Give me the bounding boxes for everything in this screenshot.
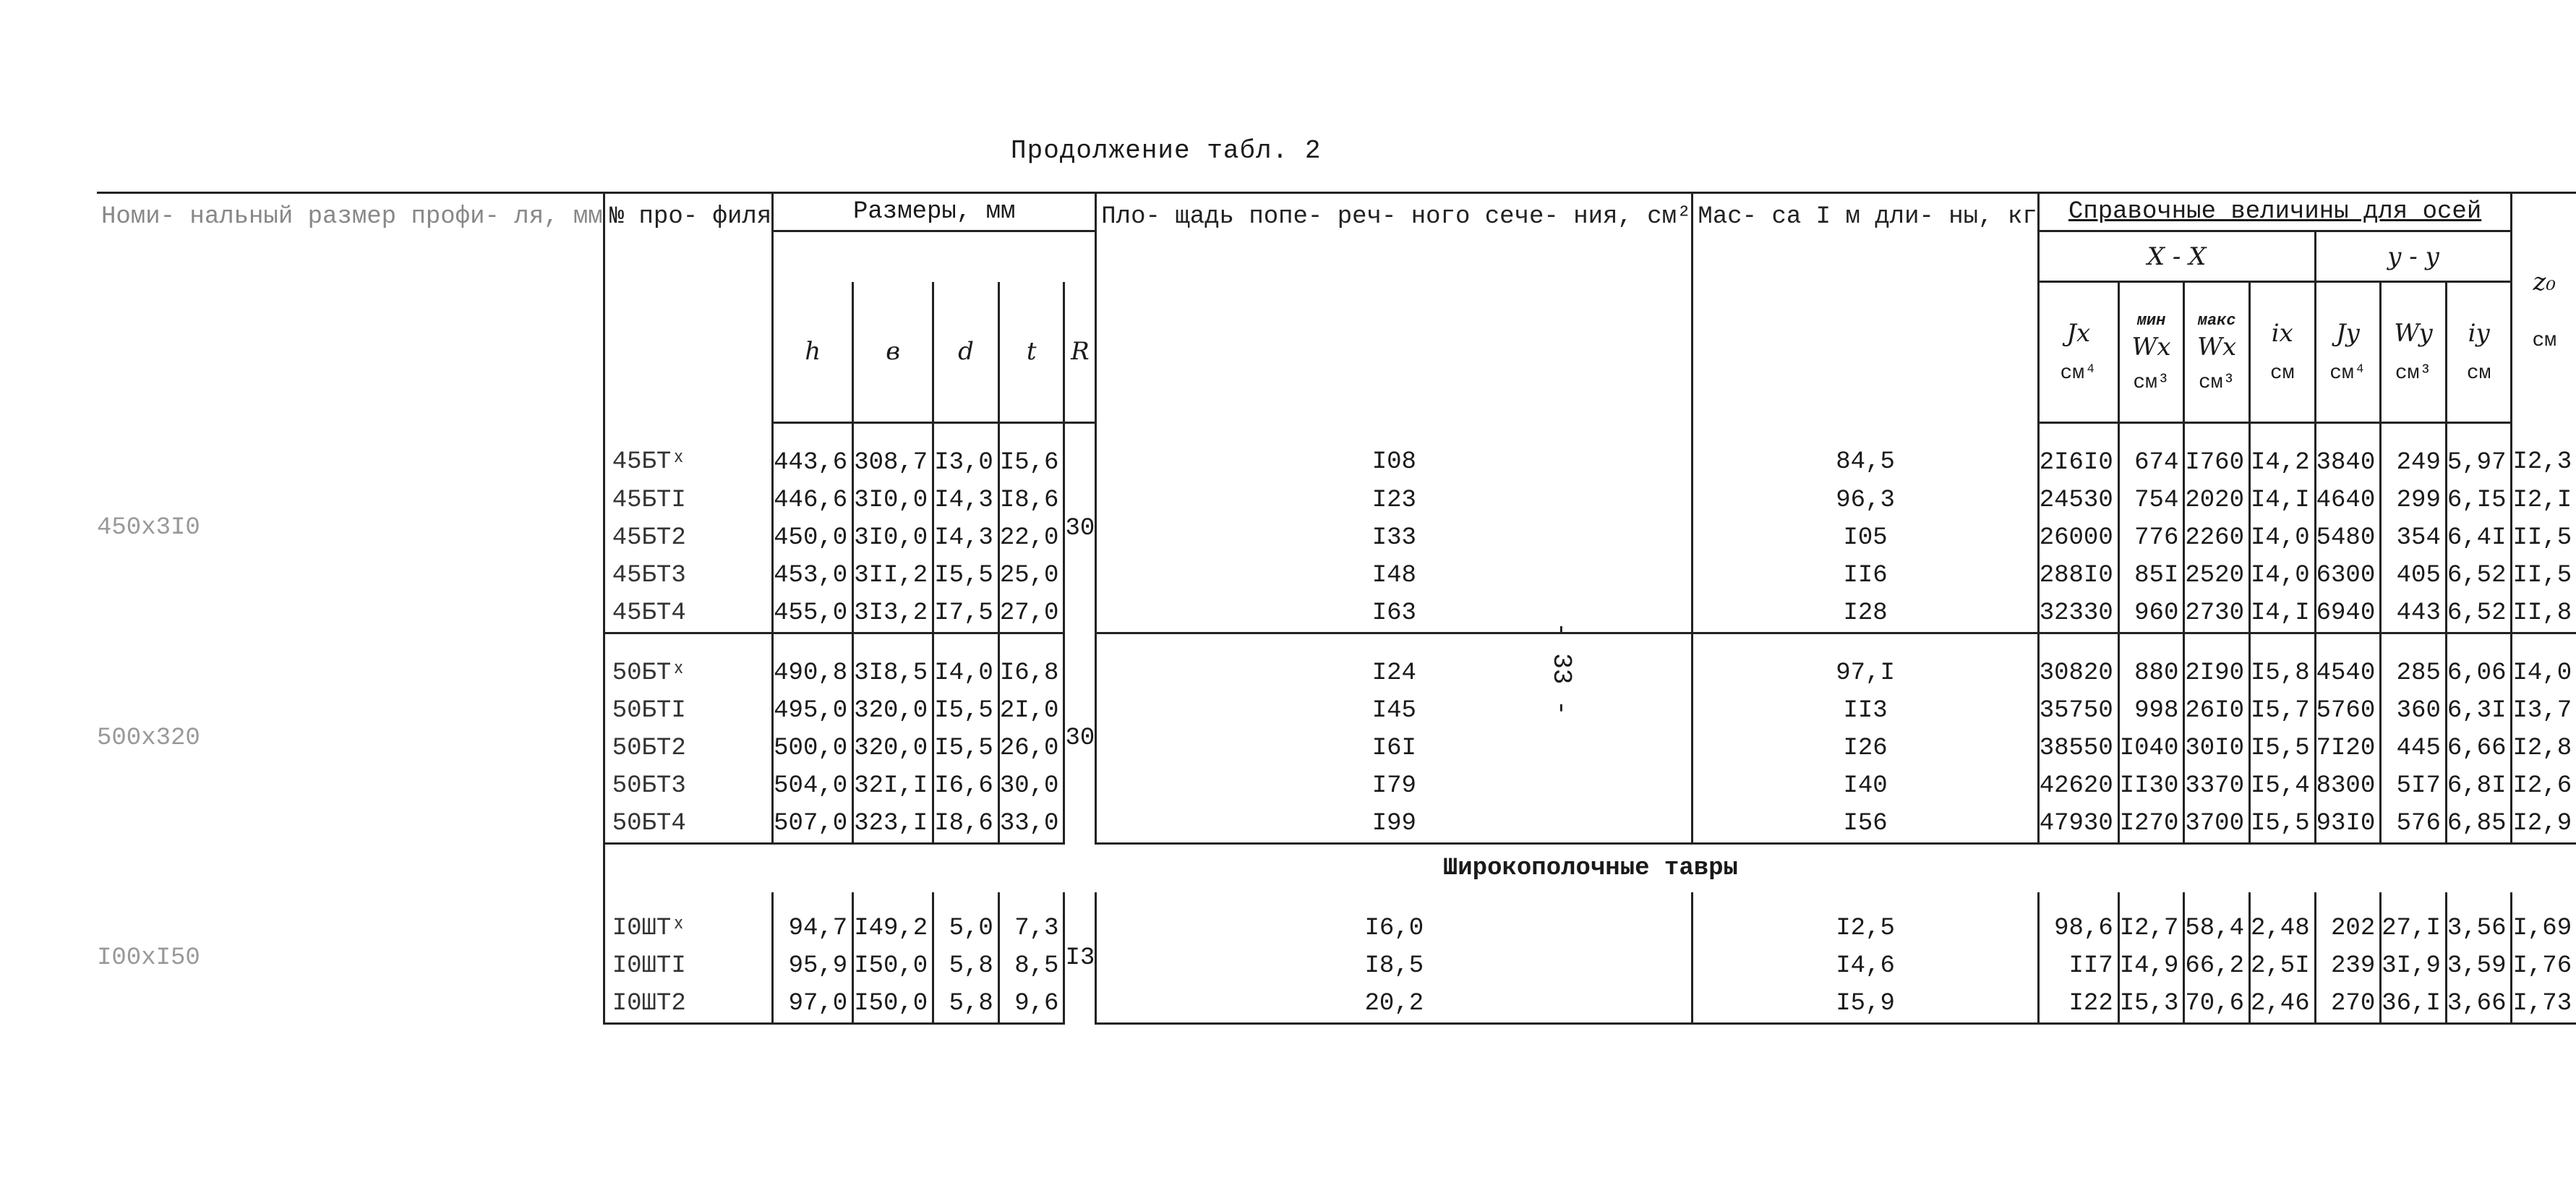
cell-d: I6,6 xyxy=(933,767,999,805)
header-z0-cell xyxy=(2512,193,2576,423)
group-i-beam-450 xyxy=(97,423,2576,633)
cell-wx-min: I5,3 xyxy=(2118,985,2184,1024)
profile-table xyxy=(97,192,2576,1025)
profile-number: 50БТI xyxy=(604,692,772,730)
cell-iy: 6,52 xyxy=(2446,557,2512,594)
cell-d: 5,8 xyxy=(933,985,999,1024)
cell-d: 5,8 xyxy=(933,947,999,985)
cell-wx-min: 674 xyxy=(2118,423,2184,482)
cell-mass: I5,9 xyxy=(1693,985,2038,1024)
cell-jy: 202 xyxy=(2315,892,2381,947)
section-title: Широкополочные тавры xyxy=(604,844,2576,893)
cell-wx-min: 85I xyxy=(2118,557,2184,594)
profile-number: 50БТˣ xyxy=(604,633,772,693)
cell-h: 500,0 xyxy=(773,730,853,767)
nominal-size: 450x3I0 xyxy=(97,514,200,542)
cell-ix: I4,2 xyxy=(2249,423,2315,482)
iy-cell xyxy=(2446,282,2512,423)
radius-value: 30 xyxy=(1064,633,1096,844)
cell-d: I8,6 xyxy=(933,805,999,844)
cell-jx: 38550 xyxy=(2038,730,2118,767)
jy-unit: см⁴ xyxy=(2329,362,2366,385)
cell-wx-min: I040 xyxy=(2118,730,2184,767)
cell-iy: 3,59 xyxy=(2446,947,2512,985)
wx-max-symbol: Wx xyxy=(2197,333,2237,362)
h-symbol: h xyxy=(773,282,853,423)
cell-z0: II,5 xyxy=(2512,519,2576,557)
wy-unit: см³ xyxy=(2395,362,2432,385)
cell-h: 450,0 xyxy=(773,519,853,557)
jy-symbol: Jy xyxy=(2336,319,2360,348)
cell-z0: I2,9 xyxy=(2512,805,2576,844)
profile-number: I0ШТI xyxy=(604,947,772,985)
dim-spacer xyxy=(773,231,1096,282)
cell-z0: I2,3 xyxy=(2512,423,2576,482)
wx-min-label: мин xyxy=(2136,312,2166,330)
cell-jy: 239 xyxy=(2315,947,2381,985)
cell-area: I99 xyxy=(1096,805,1693,844)
cell-b: 308,7 xyxy=(853,423,933,482)
profile-number: 50БТ3 xyxy=(604,767,772,805)
cell-wy: 405 xyxy=(2381,557,2447,594)
cell-area: I24 xyxy=(1096,633,1693,693)
cell-jy: 8300 xyxy=(2315,767,2381,805)
cell-h: 495,0 xyxy=(773,692,853,730)
cell-ix: I5,4 xyxy=(2249,767,2315,805)
cell-t: I6,8 xyxy=(998,633,1064,693)
table-caption: Продолжение табл. 2 xyxy=(1011,136,1322,166)
cell-b: 323,I xyxy=(853,805,933,844)
header-dimensions: Размеры, мм xyxy=(773,193,1096,231)
cell-iy: 6,4I xyxy=(2446,519,2512,557)
cell-mass: 96,3 xyxy=(1693,482,2038,519)
cell-iy: 3,56 xyxy=(2446,892,2512,947)
profile-number: 50БТ4 xyxy=(604,805,772,844)
cell-jx: 42620 xyxy=(2038,767,2118,805)
ix-unit: см xyxy=(2269,362,2295,385)
cell-iy: 6,66 xyxy=(2446,730,2512,767)
cell-jy: 270 xyxy=(2315,985,2381,1024)
cell-wx-min: 880 xyxy=(2118,633,2184,693)
wx-min-cell xyxy=(2118,282,2184,423)
cell-b: 3I3,2 xyxy=(853,594,933,633)
cell-mass: II6 xyxy=(1693,557,2038,594)
cell-mass: I4,6 xyxy=(1693,947,2038,985)
cell-wy: 36,I xyxy=(2381,985,2447,1024)
cell-wx-min: II30 xyxy=(2118,767,2184,805)
header-nominal: Номи- нальный размер профи- ля, мм xyxy=(97,193,604,423)
cell-t: 26,0 xyxy=(998,730,1064,767)
cell-z0: I3,7 xyxy=(2512,692,2576,730)
jy-cell xyxy=(2315,282,2381,423)
cell-h: 446,6 xyxy=(773,482,853,519)
cell-area: I33 xyxy=(1096,519,1693,557)
nominal-spacer xyxy=(97,844,604,893)
cell-wx-max: 70,6 xyxy=(2184,985,2250,1024)
cell-wy: 299 xyxy=(2381,482,2447,519)
cell-jy: 5760 xyxy=(2315,692,2381,730)
cell-jx: 288I0 xyxy=(2038,557,2118,594)
cell-z0: I,76 xyxy=(2512,947,2576,985)
cell-ix: I5,8 xyxy=(2249,633,2315,693)
cell-wx-min: 776 xyxy=(2118,519,2184,557)
cell-ix: I5,5 xyxy=(2249,805,2315,844)
cell-ix: 2,46 xyxy=(2249,985,2315,1024)
cell-wy: 27,I xyxy=(2381,892,2447,947)
cell-mass: I2,5 xyxy=(1693,892,2038,947)
cell-t: 7,3 xyxy=(998,892,1064,947)
cell-iy: 6,8I xyxy=(2446,767,2512,805)
cell-b: I50,0 xyxy=(853,985,933,1024)
cell-iy: 6,I5 xyxy=(2446,482,2512,519)
cell-jx: I22 xyxy=(2038,985,2118,1024)
cell-ix: I5,5 xyxy=(2249,730,2315,767)
ix-symbol: ix xyxy=(2271,319,2293,348)
wx-min-unit: см³ xyxy=(2133,372,2170,394)
cell-wx-min: 754 xyxy=(2118,482,2184,519)
cell-wx-max: 2260 xyxy=(2184,519,2250,557)
cell-wy: 5I7 xyxy=(2381,767,2447,805)
cell-jx: II7 xyxy=(2038,947,2118,985)
cell-z0: I,73 xyxy=(2512,985,2576,1024)
cell-t: I5,6 xyxy=(998,423,1064,482)
cell-t: 30,0 xyxy=(998,767,1064,805)
cell-b: 3I0,0 xyxy=(853,519,933,557)
cell-ix: I5,7 xyxy=(2249,692,2315,730)
cell-h: 94,7 xyxy=(773,892,853,947)
cell-ix: I4,I xyxy=(2249,482,2315,519)
cell-area: I63 xyxy=(1096,594,1693,633)
cell-wx-min: 960 xyxy=(2118,594,2184,633)
profile-number: 45БТI xyxy=(604,482,772,519)
cell-area: I48 xyxy=(1096,557,1693,594)
cell-mass: 97,I xyxy=(1693,633,2038,693)
cell-jx: 30820 xyxy=(2038,633,2118,693)
cell-wy: 249 xyxy=(2381,423,2447,482)
cell-ix: 2,48 xyxy=(2249,892,2315,947)
cell-b: 3II,2 xyxy=(853,557,933,594)
cell-area: I6,0 xyxy=(1096,892,1693,947)
cell-wx-max: 58,4 xyxy=(2184,892,2250,947)
cell-h: 507,0 xyxy=(773,805,853,844)
t-symbol: t xyxy=(998,282,1064,423)
cell-wx-min: I2,7 xyxy=(2118,892,2184,947)
cell-wx-max: 2020 xyxy=(2184,482,2250,519)
cell-h: 95,9 xyxy=(773,947,853,985)
header-area: Пло- щадь попе- реч- ного сече- ния, см² xyxy=(1096,193,1693,423)
cell-wy: 576 xyxy=(2381,805,2447,844)
cell-d: I7,5 xyxy=(933,594,999,633)
profile-number: 45БТˣ xyxy=(604,423,772,482)
wy-cell xyxy=(2381,282,2447,423)
cell-z0: II,5 xyxy=(2512,557,2576,594)
profile-number: 45БТ4 xyxy=(604,594,772,633)
wx-max-label: макс xyxy=(2197,312,2236,330)
cell-jy: 93I0 xyxy=(2315,805,2381,844)
cell-wx-max: I760 xyxy=(2184,423,2250,482)
cell-jy: 6300 xyxy=(2315,557,2381,594)
table-row xyxy=(97,892,2576,947)
cell-d: I5,5 xyxy=(933,557,999,594)
cell-z0: I2,I xyxy=(2512,482,2576,519)
profile-number: 45БТ3 xyxy=(604,557,772,594)
cell-jx: 98,6 xyxy=(2038,892,2118,947)
cell-ix: I4,0 xyxy=(2249,519,2315,557)
cell-jx: 47930 xyxy=(2038,805,2118,844)
r-symbol: R xyxy=(1064,282,1096,423)
b-symbol: в xyxy=(853,282,933,423)
cell-z0: I,69 xyxy=(2512,892,2576,947)
cell-z0: I2,6 xyxy=(2512,767,2576,805)
cell-wx-max: 2I90 xyxy=(2184,633,2250,693)
jx-cell xyxy=(2038,282,2118,423)
cell-d: I3,0 xyxy=(933,423,999,482)
ix-cell xyxy=(2249,282,2315,423)
cell-b: 320,0 xyxy=(853,730,933,767)
header-mass: Мас- са I м дли- ны, кг xyxy=(1693,193,2038,423)
cell-jx: 35750 xyxy=(2038,692,2118,730)
jx-unit: см⁴ xyxy=(2060,362,2097,385)
cell-b: 3I0,0 xyxy=(853,482,933,519)
radius-value: 30 xyxy=(1064,423,1096,633)
group-t-beam-100 xyxy=(97,844,2576,1024)
cell-d: 5,0 xyxy=(933,892,999,947)
cell-mass: II3 xyxy=(1693,692,2038,730)
cell-d: I5,5 xyxy=(933,730,999,767)
cell-t: 2I,0 xyxy=(998,692,1064,730)
cell-d: I5,5 xyxy=(933,692,999,730)
cell-area: I6I xyxy=(1096,730,1693,767)
cell-b: 32I,I xyxy=(853,767,933,805)
cell-mass: I56 xyxy=(1693,805,2038,844)
iy-unit: см xyxy=(2466,362,2491,385)
cell-area: 20,2 xyxy=(1096,985,1693,1024)
cell-ix: I4,0 xyxy=(2249,557,2315,594)
cell-iy: 3,66 xyxy=(2446,985,2512,1024)
cell-b: I49,2 xyxy=(853,892,933,947)
cell-area: I23 xyxy=(1096,482,1693,519)
cell-ix: I4,I xyxy=(2249,594,2315,633)
cell-t: 22,0 xyxy=(998,519,1064,557)
cell-jy: 6940 xyxy=(2315,594,2381,633)
cell-area: I08 xyxy=(1096,423,1693,482)
wx-max-unit: см³ xyxy=(2198,372,2235,394)
cell-wx-max: 3700 xyxy=(2184,805,2250,844)
cell-jy: 4640 xyxy=(2315,482,2381,519)
cell-wy: 445 xyxy=(2381,730,2447,767)
cell-iy: 6,06 xyxy=(2446,633,2512,693)
nominal-size: 500x320 xyxy=(97,725,200,752)
cell-area: I45 xyxy=(1096,692,1693,730)
z0-unit: см xyxy=(2532,330,2557,353)
cell-t: 8,5 xyxy=(998,947,1064,985)
cell-d: I4,3 xyxy=(933,482,999,519)
profile-number: 45БТ2 xyxy=(604,519,772,557)
cell-iy: 6,3I xyxy=(2446,692,2512,730)
header-reference: Справочные величины для осей xyxy=(2038,193,2512,231)
cell-wx-max: 2520 xyxy=(2184,557,2250,594)
cell-iy: 5,97 xyxy=(2446,423,2512,482)
cell-wx-min: I4,9 xyxy=(2118,947,2184,985)
cell-z0: I2,8 xyxy=(2512,730,2576,767)
wx-max-cell xyxy=(2184,282,2250,423)
cell-wx-min: 998 xyxy=(2118,692,2184,730)
profile-number: 50БТ2 xyxy=(604,730,772,767)
cell-d: I4,3 xyxy=(933,519,999,557)
cell-t: 27,0 xyxy=(998,594,1064,633)
cell-h: 490,8 xyxy=(773,633,853,693)
cell-h: 504,0 xyxy=(773,767,853,805)
cell-t: 9,6 xyxy=(998,985,1064,1024)
cell-mass: 84,5 xyxy=(1693,423,2038,482)
cell-jx: 2I6I0 xyxy=(2038,423,2118,482)
cell-wx-max: 66,2 xyxy=(2184,947,2250,985)
cell-area: I79 xyxy=(1096,767,1693,805)
cell-t: 25,0 xyxy=(998,557,1064,594)
cell-mass: I28 xyxy=(1693,594,2038,633)
wx-min-symbol: Wx xyxy=(2131,333,2171,362)
cell-area: I8,5 xyxy=(1096,947,1693,985)
cell-h: 453,0 xyxy=(773,557,853,594)
cell-jx: 32330 xyxy=(2038,594,2118,633)
group-i-beam-500 xyxy=(97,633,2576,844)
table-row xyxy=(97,423,2576,482)
cell-z0: II,8 xyxy=(2512,594,2576,633)
cell-mass: I26 xyxy=(1693,730,2038,767)
cell-wx-max: 2730 xyxy=(2184,594,2250,633)
cell-mass: I40 xyxy=(1693,767,2038,805)
radius-value: I3 xyxy=(1064,892,1096,1024)
axis-y-label: y - y xyxy=(2315,231,2512,282)
cell-d: I4,0 xyxy=(933,633,999,693)
cell-wy: 360 xyxy=(2381,692,2447,730)
cell-z0: I4,0 xyxy=(2512,633,2576,693)
cell-jx: 24530 xyxy=(2038,482,2118,519)
profile-number: I0ШТˣ xyxy=(604,892,772,947)
d-symbol: d xyxy=(933,282,999,423)
cell-h: 455,0 xyxy=(773,594,853,633)
iy-symbol: iy xyxy=(2468,319,2490,348)
nominal-size: I00xI50 xyxy=(97,944,200,972)
cell-b: I50,0 xyxy=(853,947,933,985)
cell-jy: 3840 xyxy=(2315,423,2381,482)
cell-mass: I05 xyxy=(1693,519,2038,557)
jx-symbol: Jx xyxy=(2066,319,2091,348)
cell-wx-min: I270 xyxy=(2118,805,2184,844)
profile-number: I0ШТ2 xyxy=(604,985,772,1024)
cell-wx-max: 3370 xyxy=(2184,767,2250,805)
cell-wx-max: 30I0 xyxy=(2184,730,2250,767)
cell-wy: 3I,9 xyxy=(2381,947,2447,985)
cell-h: 443,6 xyxy=(773,423,853,482)
cell-h: 97,0 xyxy=(773,985,853,1024)
z0-symbol: z₀ xyxy=(2533,268,2556,297)
cell-jx: 26000 xyxy=(2038,519,2118,557)
cell-jy: 5480 xyxy=(2315,519,2381,557)
axis-x-label: X - X xyxy=(2038,231,2315,282)
header-profile: № про- филя xyxy=(604,193,772,423)
cell-iy: 6,52 xyxy=(2446,594,2512,633)
section-title-row xyxy=(97,844,2576,893)
cell-jy: 7I20 xyxy=(2315,730,2381,767)
wy-symbol: Wy xyxy=(2394,319,2433,348)
page-number: - 33 - xyxy=(1546,622,1576,716)
cell-iy: 6,85 xyxy=(2446,805,2512,844)
cell-b: 320,0 xyxy=(853,692,933,730)
cell-wy: 443 xyxy=(2381,594,2447,633)
cell-jy: 4540 xyxy=(2315,633,2381,693)
cell-b: 3I8,5 xyxy=(853,633,933,693)
cell-t: 33,0 xyxy=(998,805,1064,844)
cell-wy: 354 xyxy=(2381,519,2447,557)
cell-t: I8,6 xyxy=(998,482,1064,519)
cell-wy: 285 xyxy=(2381,633,2447,693)
table-row xyxy=(97,633,2576,693)
cell-ix: 2,5I xyxy=(2249,947,2315,985)
cell-wx-max: 26I0 xyxy=(2184,692,2250,730)
